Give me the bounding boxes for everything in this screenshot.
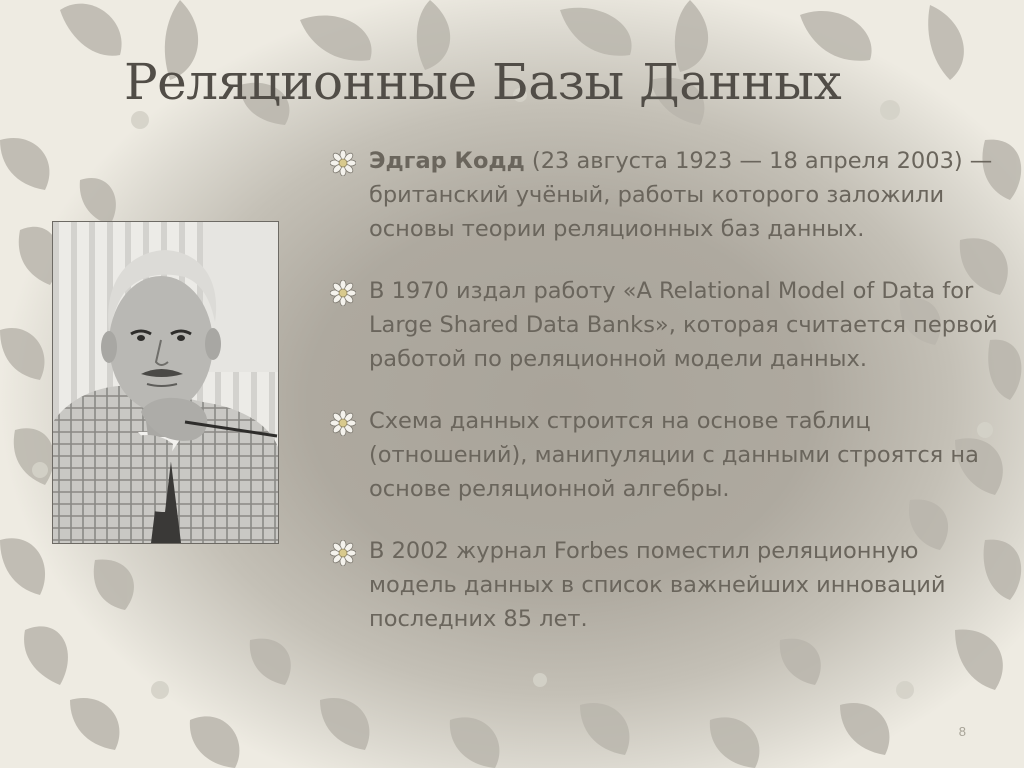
- bullet-text: Схема данных строится на основе таблиц (отношений), манипуляции с данными строятся на основе реляционной алгебры.: [369, 408, 979, 502]
- bullet-list: [330, 144, 1000, 664]
- bullet-item: [330, 534, 1000, 636]
- portrait-photo: [53, 222, 278, 543]
- slide-number: 8: [958, 724, 966, 739]
- slide-title: Реляционные Базы Данных: [124, 53, 842, 111]
- bullet-item: [330, 144, 1000, 246]
- bullet-text: (23 августа 1923 — 18 апреля 2003) — британский учёный, работы которого заложили основы теории реляционных баз данных.: [369, 148, 993, 242]
- bullet-text: В 2002 журнал Forbes поместил реляционную модель данных в список важнейших инноваций последних 85 лет.: [369, 538, 946, 632]
- daisy-flower-icon: [330, 410, 356, 436]
- daisy-flower-icon: [330, 150, 356, 176]
- daisy-flower-icon: [330, 280, 356, 306]
- bullet-item: [330, 274, 1000, 376]
- person-name: Эдгар Кодд: [369, 148, 525, 174]
- bullet-text: В 1970 издал работу «A Relational Model of Data for Large Shared Data Banks», которая считается первой работой по реляционной модели данных.: [369, 278, 998, 372]
- bullet-item: [330, 404, 1000, 506]
- daisy-flower-icon: [330, 540, 356, 566]
